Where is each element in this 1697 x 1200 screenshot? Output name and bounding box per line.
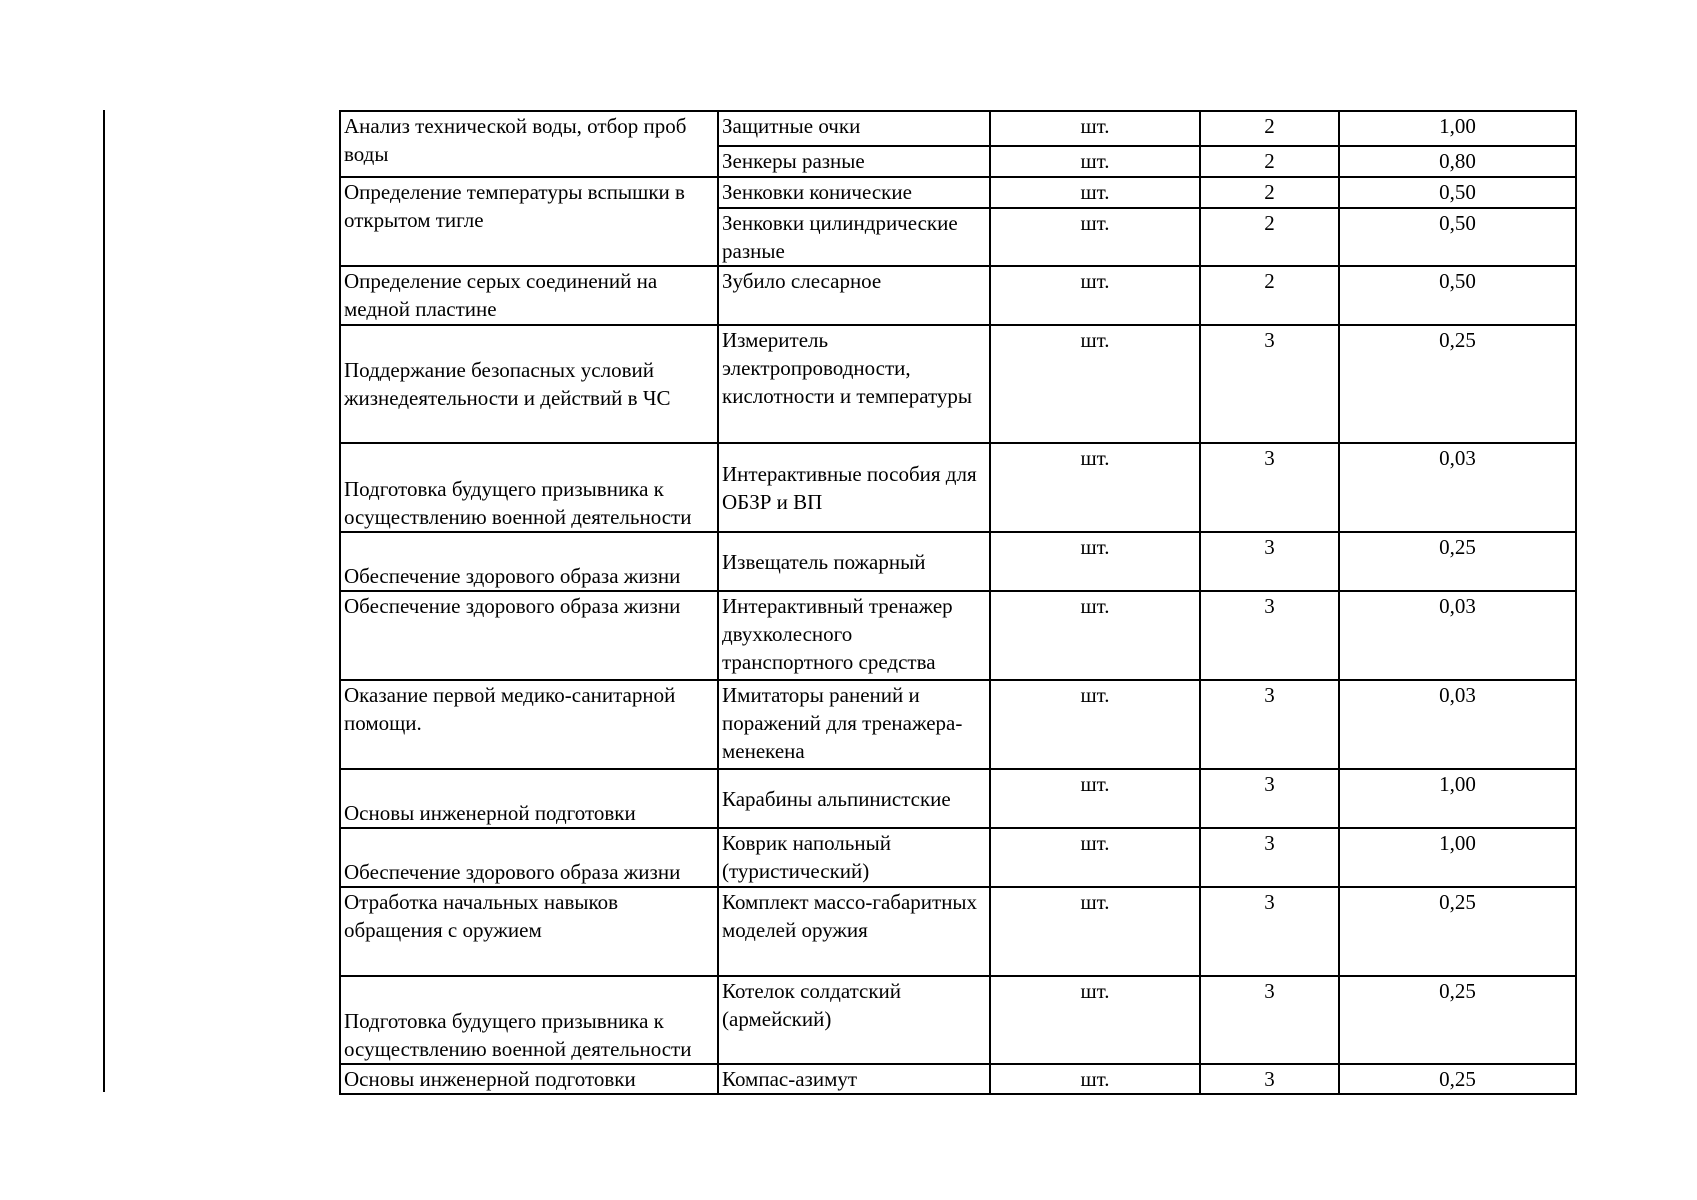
unit-cell: шт. [990,1064,1200,1094]
activity-cell: Отработка начальных навыков обращения с оружием [340,887,718,976]
value-cell: 0,50 [1339,266,1576,325]
table-row [340,177,1576,208]
table-row [340,1064,1576,1094]
item-name-cell: Защитные очки [718,111,990,146]
activity-cell: Обеспечение здорового образа жизни [340,591,718,680]
value-cell: 0,25 [1339,976,1576,1064]
quantity-cell: 3 [1200,443,1339,532]
table-row [340,976,1576,1064]
quantity-cell: 3 [1200,828,1339,887]
item-name-cell: Интерактивные пособия для ОБЗР и ВП [718,443,990,532]
value-cell: 0,03 [1339,591,1576,680]
item-name-cell: Зенковки цилиндрические разные [718,208,990,266]
item-name-cell: Интерактивный тренажер двухколесного транспортного средства [718,591,990,680]
table-row [340,769,1576,828]
activity-cell: Определение температуры вспышки в открытом тигле [340,177,718,266]
table-row [340,887,1576,976]
table-row [340,828,1576,887]
unit-cell: шт. [990,976,1200,1064]
item-name-cell: Коврик напольный (туристический) [718,828,990,887]
item-name-cell: Измеритель электропроводности, кислотности и температуры [718,325,990,443]
unit-cell: шт. [990,680,1200,769]
table-row [340,532,1576,591]
quantity-cell: 3 [1200,591,1339,680]
value-cell: 0,50 [1339,177,1576,208]
quantity-cell: 2 [1200,208,1339,266]
left-margin-line [103,110,105,1092]
value-cell: 0,80 [1339,146,1576,177]
unit-cell: шт. [990,111,1200,146]
item-name-cell: Имитаторы ранений и поражений для тренажера-менекена [718,680,990,769]
equipment-table [339,110,1577,1095]
quantity-cell: 3 [1200,1064,1339,1094]
value-cell: 0,50 [1339,208,1576,266]
value-cell: 1,00 [1339,769,1576,828]
table-row [340,111,1576,146]
unit-cell: шт. [990,146,1200,177]
value-cell: 1,00 [1339,111,1576,146]
activity-cell: Поддержание безопасных условий жизнедеятельности и действий в ЧС [340,325,718,443]
table-row [340,680,1576,769]
table-row [340,266,1576,325]
activity-cell: Анализ технической воды, отбор проб воды [340,111,718,177]
item-name-cell: Зубило слесарное [718,266,990,325]
unit-cell: шт. [990,532,1200,591]
activity-cell: Обеспечение здорового образа жизни [340,532,718,591]
activity-cell: Подготовка будущего призывника к осуществлению военной деятельности [340,976,718,1064]
item-name-cell: Компас-азимут [718,1064,990,1094]
quantity-cell: 3 [1200,532,1339,591]
table-body [340,111,1576,1094]
unit-cell: шт. [990,769,1200,828]
unit-cell: шт. [990,325,1200,443]
table-row [340,325,1576,443]
item-name-cell: Комплект массо-габаритных моделей оружия [718,887,990,976]
table-row [340,591,1576,680]
unit-cell: шт. [990,443,1200,532]
value-cell: 0,25 [1339,532,1576,591]
unit-cell: шт. [990,177,1200,208]
quantity-cell: 3 [1200,680,1339,769]
quantity-cell: 2 [1200,111,1339,146]
item-name-cell: Зенковки конические [718,177,990,208]
unit-cell: шт. [990,828,1200,887]
unit-cell: шт. [990,208,1200,266]
quantity-cell: 2 [1200,146,1339,177]
quantity-cell: 2 [1200,266,1339,325]
value-cell: 1,00 [1339,828,1576,887]
value-cell: 0,03 [1339,680,1576,769]
quantity-cell: 3 [1200,887,1339,976]
quantity-cell: 3 [1200,769,1339,828]
item-name-cell: Зенкеры разные [718,146,990,177]
activity-cell: Основы инженерной подготовки [340,1064,718,1094]
quantity-cell: 2 [1200,177,1339,208]
item-name-cell: Карабины альпинистские [718,769,990,828]
item-name-cell: Котелок солдатский (армейский) [718,976,990,1064]
value-cell: 0,03 [1339,443,1576,532]
activity-cell: Оказание первой медико-санитарной помощи. [340,680,718,769]
unit-cell: шт. [990,266,1200,325]
table-row [340,443,1576,532]
activity-cell: Основы инженерной подготовки [340,769,718,828]
quantity-cell: 3 [1200,976,1339,1064]
activity-cell: Подготовка будущего призывника к осуществлению военной деятельности [340,443,718,532]
unit-cell: шт. [990,887,1200,976]
activity-cell: Обеспечение здорового образа жизни [340,828,718,887]
value-cell: 0,25 [1339,887,1576,976]
value-cell: 0,25 [1339,1064,1576,1094]
quantity-cell: 3 [1200,325,1339,443]
item-name-cell: Извещатель пожарный [718,532,990,591]
value-cell: 0,25 [1339,325,1576,443]
activity-cell: Определение серых соединений на медной пластине [340,266,718,325]
unit-cell: шт. [990,591,1200,680]
